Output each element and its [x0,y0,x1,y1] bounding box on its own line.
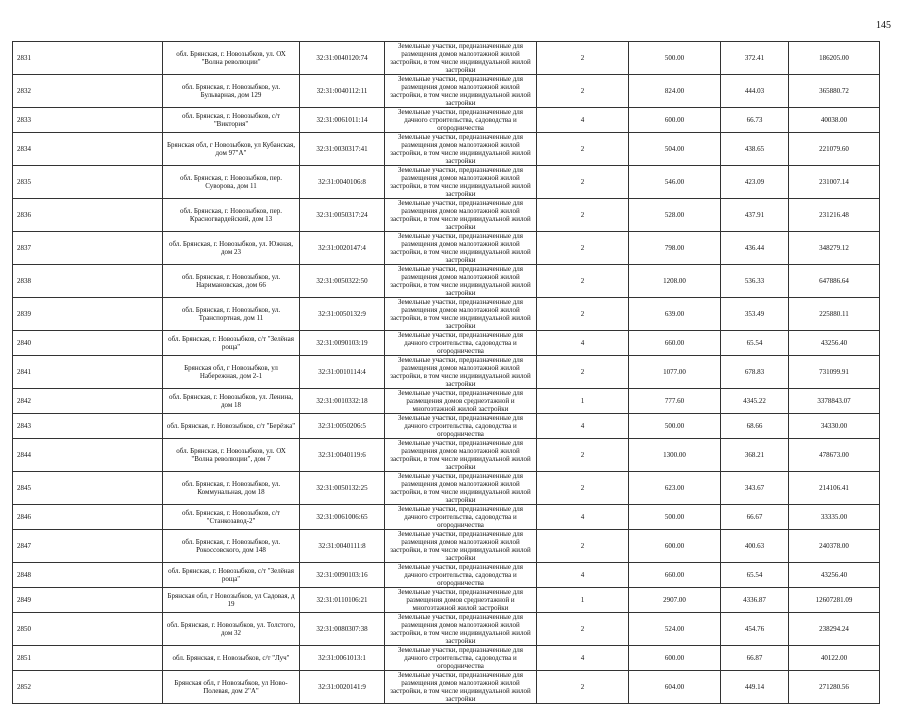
table-row [13,232,880,265]
cadastral-number-cell: 32:31:0020147:4 [300,232,385,265]
specific-value-cell: 66.87 [721,646,789,671]
area-cell: 1300.00 [629,439,721,472]
land-use-cell: Земельные участки, предназначенные для размещения домов малоэтажной жилой застройки, в том числе индивидуальной жилой застройки [385,232,537,265]
cadastral-number-cell: 32:31:0050206:5 [300,414,385,439]
group-cell: 2 [537,75,629,108]
cadastral-value-cell: 12607281.09 [789,588,880,613]
land-use-cell: Земельные участки, предназначенные для размещения домов малоэтажной жилой застройки, в том числе индивидуальной жилой застройки [385,472,537,505]
area-cell: 604.00 [629,671,721,704]
address-cell: обл. Брянская, г. Новозыбков, ул. Коммунальная, дом 18 [163,472,300,505]
table-row [13,588,880,613]
row-number-cell: 2844 [13,439,163,472]
group-cell: 4 [537,563,629,588]
area-cell: 528.00 [629,199,721,232]
group-cell: 2 [537,133,629,166]
row-number-cell: 2851 [13,646,163,671]
group-cell: 4 [537,108,629,133]
address-cell: обл. Брянская, г. Новозыбков, ул. Бульварная, дом 129 [163,75,300,108]
land-use-cell: Земельные участки, предназначенные для дачного строительства, садоводства и огородничества [385,505,537,530]
cadastral-value-cell: 271280.56 [789,671,880,704]
table-row [13,439,880,472]
address-cell: обл. Брянская, г. Новозыбков, пер. Суворова, дом 11 [163,166,300,199]
group-cell: 2 [537,613,629,646]
land-use-cell: Земельные участки, предназначенные для размещения домов малоэтажной жилой застройки, в том числе индивидуальной жилой застройки [385,356,537,389]
area-cell: 504.00 [629,133,721,166]
land-use-cell: Земельные участки, предназначенные для размещения домов малоэтажной жилой застройки, в том числе индивидуальной жилой застройки [385,133,537,166]
address-cell: Брянская обл, г Новозыбков, ул Кубанская, дом 97"А" [163,133,300,166]
group-cell: 2 [537,472,629,505]
cadastral-value-cell: 40038.00 [789,108,880,133]
address-cell: обл. Брянская, г. Новозыбков, ул. Транспортная, дом 11 [163,298,300,331]
cadastral-value-cell: 240378.00 [789,530,880,563]
table-row [13,265,880,298]
row-number-cell: 2846 [13,505,163,530]
address-cell: обл. Брянская, г. Новозыбков, пер. Красногвардейский, дом 13 [163,199,300,232]
specific-value-cell: 368.21 [721,439,789,472]
area-cell: 824.00 [629,75,721,108]
address-cell: обл. Брянская, г. Новозыбков, с/т "Станкозавод-2" [163,505,300,530]
row-number-cell: 2838 [13,265,163,298]
cadastral-value-cell: 231007.14 [789,166,880,199]
address-cell: обл. Брянская, г. Новозыбков, ул. ОХ "Волна революции" [163,42,300,75]
cadastral-value-cell: 478673.00 [789,439,880,472]
cadastral-value-cell: 221079.60 [789,133,880,166]
table-row [13,75,880,108]
cadastral-number-cell: 32:31:0061013:1 [300,646,385,671]
land-use-cell: Земельные участки, предназначенные для дачного строительства, садоводства и огородничества [385,108,537,133]
land-use-cell: Земельные участки, предназначенные для размещения домов малоэтажной жилой застройки, в том числе индивидуальной жилой застройки [385,166,537,199]
table-row [13,414,880,439]
table-row [13,472,880,505]
cadastral-value-cell: 348279.12 [789,232,880,265]
group-cell: 2 [537,530,629,563]
land-use-cell: Земельные участки, предназначенные для размещения домов среднеэтажной и многоэтажной жилой застройки [385,588,537,613]
group-cell: 2 [537,671,629,704]
address-cell: обл. Брянская, г. Новозыбков, с/т "Зелёная роща" [163,331,300,356]
cadastral-number-cell: 32:31:0090103:19 [300,331,385,356]
area-cell: 500.00 [629,505,721,530]
group-cell: 2 [537,356,629,389]
area-cell: 623.00 [629,472,721,505]
area-cell: 660.00 [629,563,721,588]
row-number-cell: 2849 [13,588,163,613]
area-cell: 798.00 [629,232,721,265]
row-number-cell: 2848 [13,563,163,588]
specific-value-cell: 372.41 [721,42,789,75]
specific-value-cell: 454.76 [721,613,789,646]
land-use-cell: Земельные участки, предназначенные для размещения домов малоэтажной жилой застройки, в том числе индивидуальной жилой застройки [385,42,537,75]
land-use-cell: Земельные участки, предназначенные для дачного строительства, садоводства и огородничества [385,563,537,588]
group-cell: 4 [537,646,629,671]
cadastral-value-cell: 3378843.07 [789,389,880,414]
row-number-cell: 2852 [13,671,163,704]
area-cell: 1077.00 [629,356,721,389]
specific-value-cell: 65.54 [721,563,789,588]
land-use-cell: Земельные участки, предназначенные для размещения домов малоэтажной жилой застройки, в том числе индивидуальной жилой застройки [385,439,537,472]
land-use-cell: Земельные участки, предназначенные для дачного строительства, садоводства и огородничества [385,331,537,356]
table-row [13,199,880,232]
cadastral-number-cell: 32:31:0080307:38 [300,613,385,646]
area-cell: 524.00 [629,613,721,646]
address-cell: Брянская обл, г Новозыбков, ул Садовая, д 19 [163,588,300,613]
table-row [13,613,880,646]
land-use-cell: Земельные участки, предназначенные для размещения домов малоэтажной жилой застройки, в том числе индивидуальной жилой застройки [385,671,537,704]
page-number: 145 [876,20,891,31]
area-cell: 600.00 [629,646,721,671]
row-number-cell: 2843 [13,414,163,439]
land-use-cell: Земельные участки, предназначенные для дачного строительства, садоводства и огородничества [385,646,537,671]
cadastral-value-cell: 365880.72 [789,75,880,108]
group-cell: 1 [537,389,629,414]
row-number-cell: 2850 [13,613,163,646]
specific-value-cell: 436.44 [721,232,789,265]
row-number-cell: 2841 [13,356,163,389]
specific-value-cell: 65.54 [721,331,789,356]
cadastral-value-cell: 214106.41 [789,472,880,505]
group-cell: 2 [537,199,629,232]
area-cell: 777.60 [629,389,721,414]
specific-value-cell: 437.91 [721,199,789,232]
group-cell: 2 [537,166,629,199]
address-cell: обл. Брянская, г. Новозыбков, ул. Толстого, дом 32 [163,613,300,646]
land-use-cell: Земельные участки, предназначенные для размещения домов малоэтажной жилой застройки, в том числе индивидуальной жилой застройки [385,199,537,232]
group-cell: 1 [537,588,629,613]
specific-value-cell: 536.33 [721,265,789,298]
land-use-cell: Земельные участки, предназначенные для размещения домов малоэтажной жилой застройки, в том числе индивидуальной жилой застройки [385,298,537,331]
cadastral-number-cell: 32:31:0090103:16 [300,563,385,588]
row-number-cell: 2847 [13,530,163,563]
cadastral-value-cell: 238294.24 [789,613,880,646]
table-row [13,646,880,671]
table-row [13,530,880,563]
land-use-cell: Земельные участки, предназначенные для размещения домов малоэтажной жилой застройки, в том числе индивидуальной жилой застройки [385,613,537,646]
address-cell: обл. Брянская, г. Новозыбков, ул. Южная, дом 23 [163,232,300,265]
row-number-cell: 2834 [13,133,163,166]
cadastral-number-cell: 32:31:0010332:18 [300,389,385,414]
table-row [13,298,880,331]
cadastral-value-cell: 647886.64 [789,265,880,298]
table-row [13,133,880,166]
row-number-cell: 2845 [13,472,163,505]
group-cell: 4 [537,331,629,356]
specific-value-cell: 343.67 [721,472,789,505]
cadastral-value-table [12,41,880,704]
specific-value-cell: 4345.22 [721,389,789,414]
table-body [13,42,880,704]
area-cell: 1208.00 [629,265,721,298]
row-number-cell: 2836 [13,199,163,232]
land-use-cell: Земельные участки, предназначенные для размещения домов среднеэтажной и многоэтажной жилой застройки [385,389,537,414]
row-number-cell: 2833 [13,108,163,133]
address-cell: обл. Брянская, г. Новозыбков, с/т "Зелёная роща" [163,563,300,588]
row-number-cell: 2831 [13,42,163,75]
specific-value-cell: 400.63 [721,530,789,563]
group-cell: 4 [537,505,629,530]
address-cell: обл. Брянская, г. Новозыбков, с/т "Виктория" [163,108,300,133]
specific-value-cell: 438.65 [721,133,789,166]
row-number-cell: 2840 [13,331,163,356]
address-cell: обл. Брянская, г. Новозыбков, ул. Наримановская, дом 66 [163,265,300,298]
table-row [13,505,880,530]
group-cell: 2 [537,265,629,298]
cadastral-value-cell: 231216.48 [789,199,880,232]
area-cell: 660.00 [629,331,721,356]
area-cell: 500.00 [629,414,721,439]
specific-value-cell: 66.67 [721,505,789,530]
cadastral-number-cell: 32:31:0050322:50 [300,265,385,298]
row-number-cell: 2832 [13,75,163,108]
specific-value-cell: 353.49 [721,298,789,331]
cadastral-number-cell: 32:31:0061011:14 [300,108,385,133]
group-cell: 4 [537,414,629,439]
group-cell: 2 [537,298,629,331]
land-use-cell: Земельные участки, предназначенные для размещения домов малоэтажной жилой застройки, в том числе индивидуальной жилой застройки [385,265,537,298]
land-use-cell: Земельные участки, предназначенные для размещения домов малоэтажной жилой застройки, в том числе индивидуальной жилой застройки [385,75,537,108]
address-cell: обл. Брянская, г. Новозыбков, ул. Рокоссовского, дом 148 [163,530,300,563]
cadastral-value-cell: 731099.91 [789,356,880,389]
table-row [13,331,880,356]
table-row [13,389,880,414]
row-number-cell: 2842 [13,389,163,414]
cadastral-number-cell: 32:31:0010114:4 [300,356,385,389]
cadastral-value-cell: 43256.40 [789,563,880,588]
cadastral-number-cell: 32:31:0050132:9 [300,298,385,331]
cadastral-value-cell: 34330.00 [789,414,880,439]
cadastral-number-cell: 32:31:0020141:9 [300,671,385,704]
address-cell: Брянская обл, г Новозыбков, ул Ново-Полевая, дом 2"А" [163,671,300,704]
specific-value-cell: 444.03 [721,75,789,108]
address-cell: обл. Брянская, г. Новозыбков, ул. Ленина, дом 18 [163,389,300,414]
address-cell: обл. Брянская, г. Новозыбков, с/т "Берёзка" [163,414,300,439]
group-cell: 2 [537,42,629,75]
specific-value-cell: 66.73 [721,108,789,133]
row-number-cell: 2839 [13,298,163,331]
address-cell: Брянская обл, г Новозыбков, ул Набережная, дом 2-1 [163,356,300,389]
area-cell: 600.00 [629,530,721,563]
address-cell: обл. Брянская, г. Новозыбков, ул. ОХ "Волна революции", дом 7 [163,439,300,472]
table-row [13,563,880,588]
area-cell: 2907.00 [629,588,721,613]
group-cell: 2 [537,439,629,472]
cadastral-value-cell: 40122.00 [789,646,880,671]
cadastral-number-cell: 32:31:0040119:6 [300,439,385,472]
cadastral-number-cell: 32:31:0110106:21 [300,588,385,613]
specific-value-cell: 4336.87 [721,588,789,613]
land-use-cell: Земельные участки, предназначенные для дачного строительства, садоводства и огородничества [385,414,537,439]
group-cell: 2 [537,232,629,265]
address-cell: обл. Брянская, г. Новозыбков, с/т "Луч" [163,646,300,671]
cadastral-number-cell: 32:31:0040106:8 [300,166,385,199]
land-use-cell: Земельные участки, предназначенные для размещения домов малоэтажной жилой застройки, в том числе индивидуальной жилой застройки [385,530,537,563]
cadastral-number-cell: 32:31:0050317:24 [300,199,385,232]
area-cell: 600.00 [629,108,721,133]
table-row [13,108,880,133]
specific-value-cell: 449.14 [721,671,789,704]
cadastral-value-cell: 186205.00 [789,42,880,75]
cadastral-number-cell: 32:31:0040112:11 [300,75,385,108]
cadastral-value-cell: 33335.00 [789,505,880,530]
area-cell: 500.00 [629,42,721,75]
specific-value-cell: 423.09 [721,166,789,199]
cadastral-number-cell: 32:31:0040111:8 [300,530,385,563]
cadastral-number-cell: 32:31:0030317:41 [300,133,385,166]
specific-value-cell: 68.66 [721,414,789,439]
table-row [13,166,880,199]
cadastral-value-cell: 225880.11 [789,298,880,331]
row-number-cell: 2837 [13,232,163,265]
cadastral-number-cell: 32:31:0061006:65 [300,505,385,530]
cadastral-number-cell: 32:31:0050132:25 [300,472,385,505]
table-row [13,42,880,75]
table-row [13,356,880,389]
row-number-cell: 2835 [13,166,163,199]
area-cell: 546.00 [629,166,721,199]
table-row [13,671,880,704]
specific-value-cell: 678.83 [721,356,789,389]
area-cell: 639.00 [629,298,721,331]
cadastral-number-cell: 32:31:0040120:74 [300,42,385,75]
cadastral-value-cell: 43256.40 [789,331,880,356]
